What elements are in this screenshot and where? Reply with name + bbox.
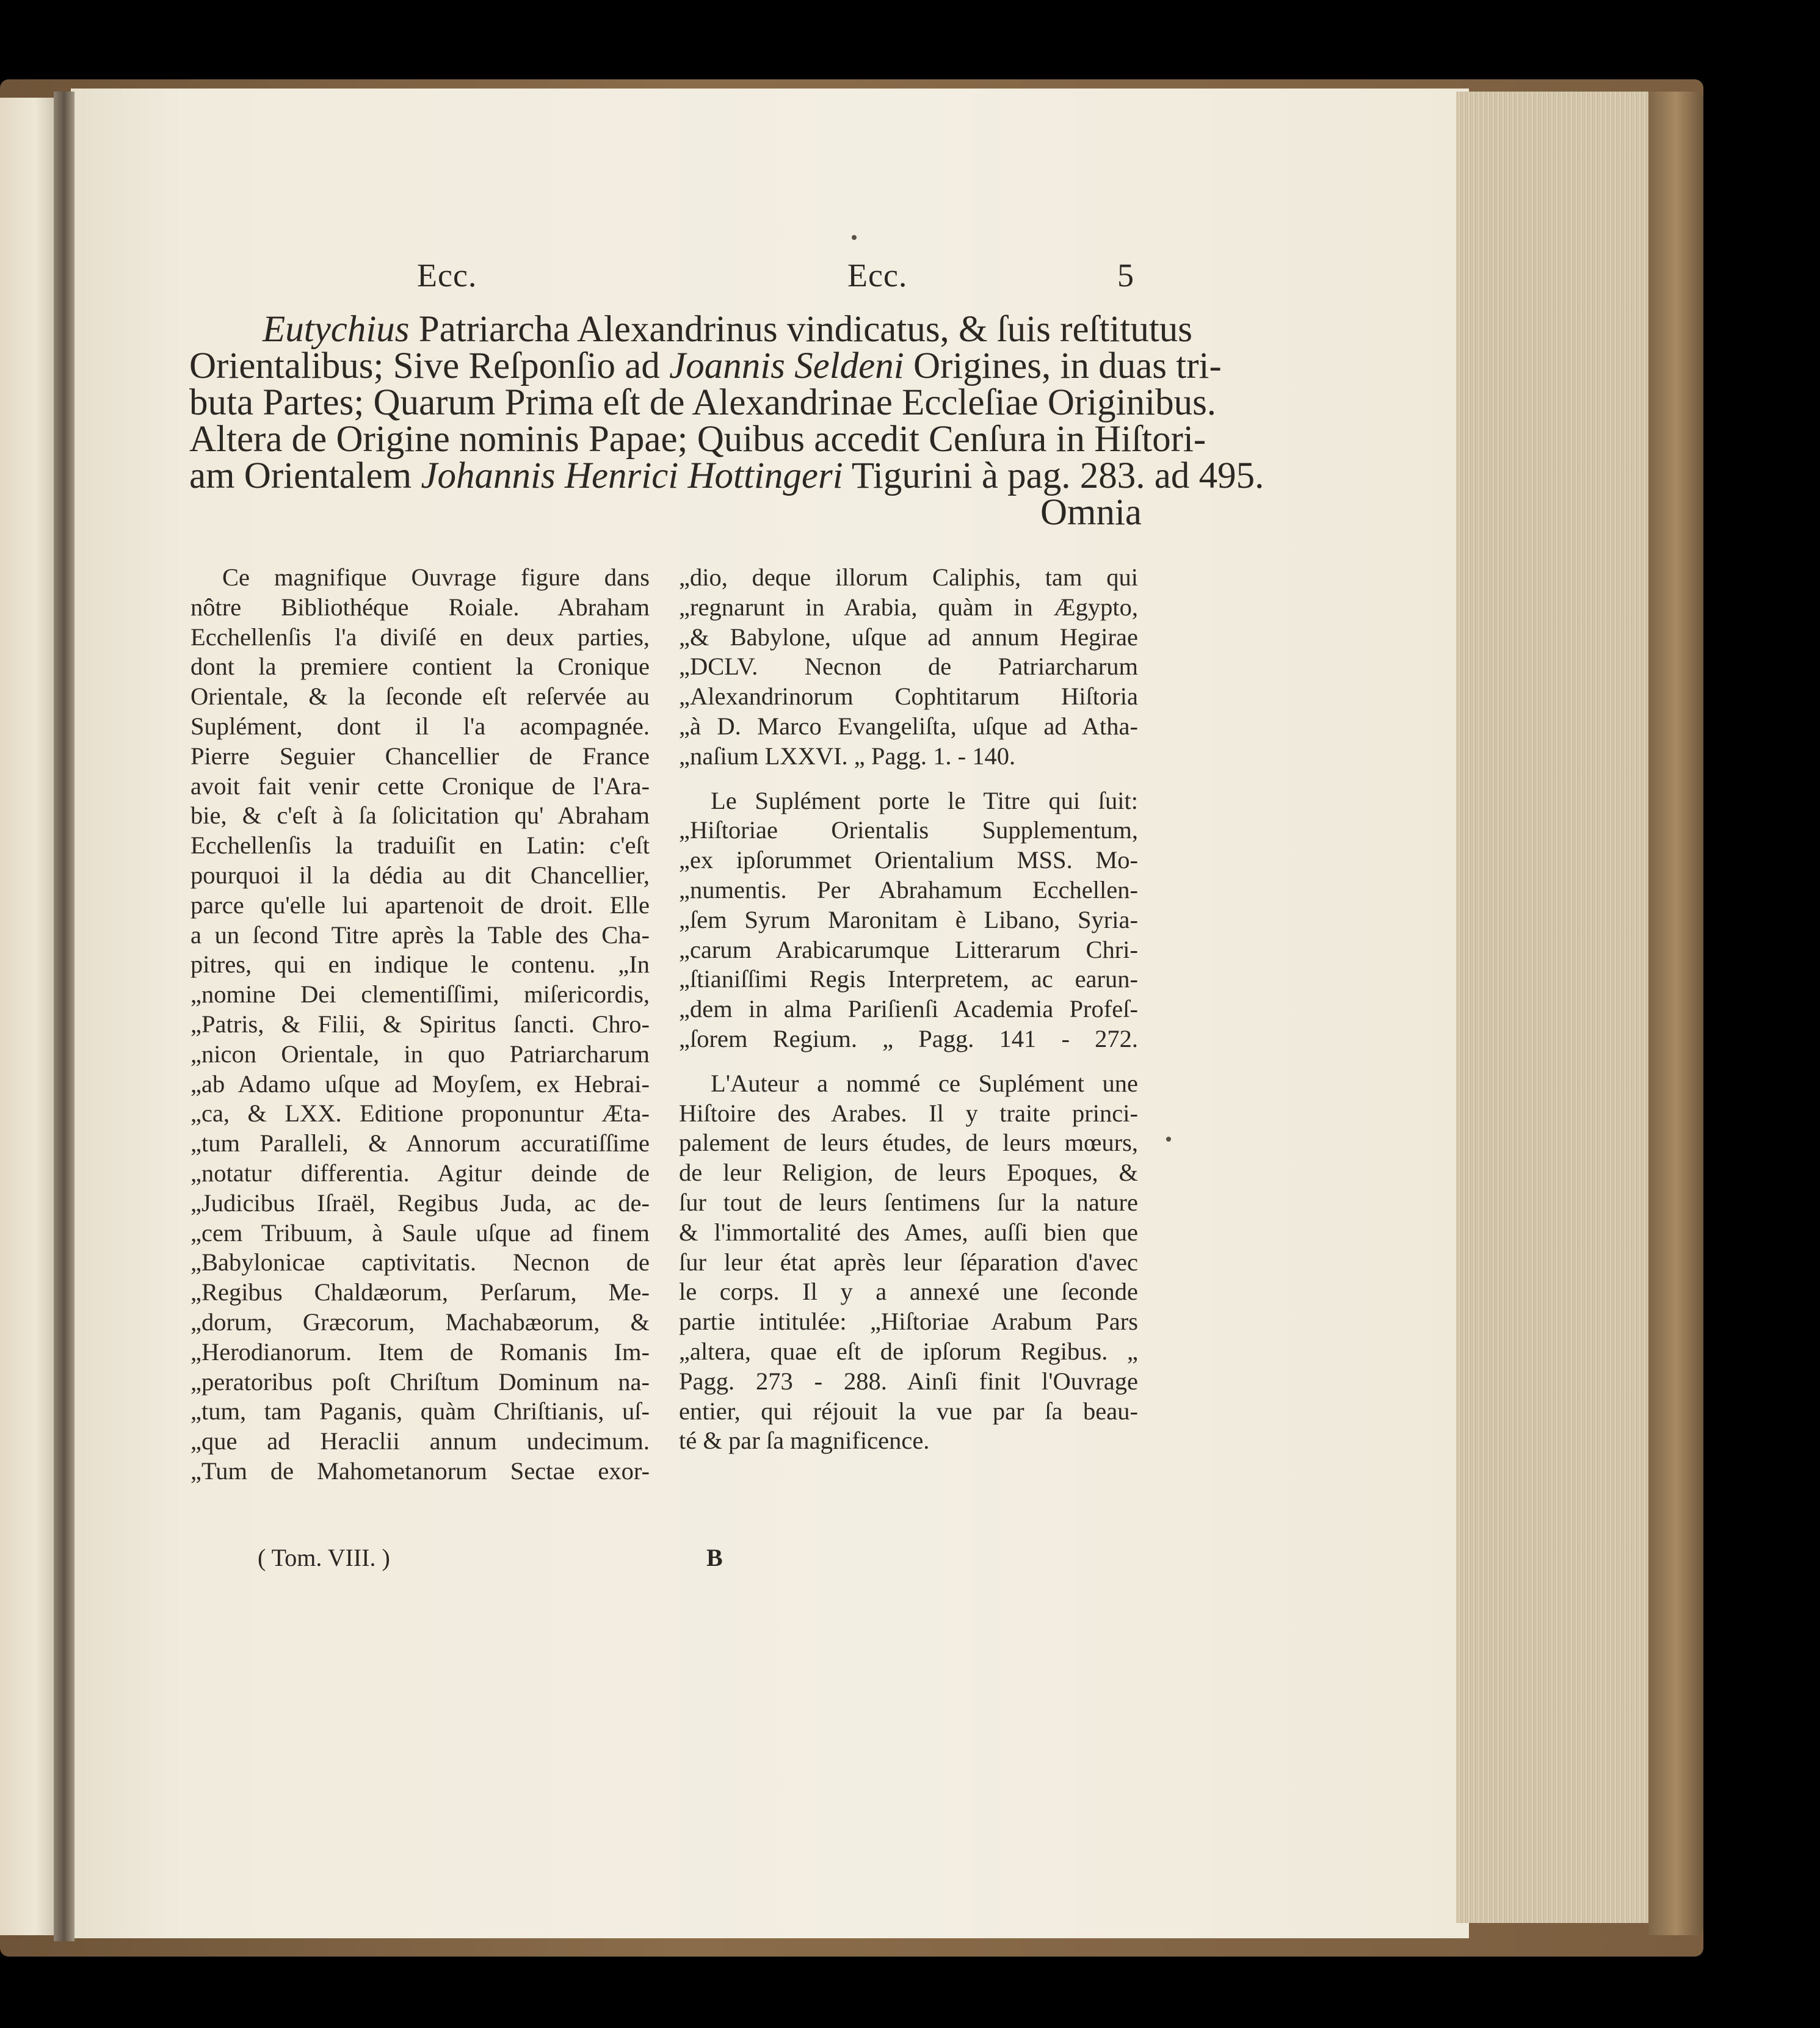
- text-line: a un ſecond Titre après la Table des Cha-: [190, 921, 650, 949]
- text-line: „carum Arabicarumque Litterarum Chri-: [679, 935, 1138, 963]
- text-line: „ſorem Regium. „ Pagg. 141 - 272.: [679, 1024, 1138, 1052]
- text-line: „Judicibus Iſraël, Regibus Juda, ac de-: [190, 1189, 650, 1217]
- footer-signature-mark: B: [706, 1544, 723, 1571]
- text-line: „ſtianiſſimi Regis Interpretem, ac earun-: [679, 965, 1138, 993]
- text-line: „dio, deque illorum Caliphis, tam qui: [679, 563, 1138, 591]
- title-line: am Orientalem Johannis Henrici Hottingeri Tigurini à pag. 283. ad 495.: [189, 455, 1264, 496]
- text-line: „ca, & LXX. Editione proponuntur Æta-: [190, 1099, 650, 1128]
- text-line: avoit fait venir cette Cronique de l'Ara-: [190, 772, 650, 800]
- text-line: té & par ſa magnificence.: [679, 1427, 930, 1455]
- text-line: „tum Paralleli, & Annorum accuratiſſime: [190, 1129, 650, 1157]
- text-line: „à D. Marco Evangeliſta, uſque ad Atha-: [679, 712, 1138, 740]
- title-line: Orientalibus; Sive Reſponſio ad Joannis Seldeni Origines, in duas tri-: [189, 346, 1222, 386]
- text-line: „& Babylone, uſque ad annum Hegirae: [679, 623, 1138, 651]
- ink-speck: [1166, 1137, 1171, 1142]
- text-line: „dem in alma Pariſienſi Academia Profeſ-: [679, 995, 1138, 1023]
- catchword: Omnia: [1040, 492, 1142, 533]
- text-line: de leur Religion, de leurs Epoques, &: [679, 1159, 1138, 1187]
- right-column: [679, 563, 1138, 1456]
- text-line: pitres, qui en indique le contenu. „In: [190, 951, 650, 979]
- text-line: „nicon Orientale, in quo Patriarcharum: [190, 1040, 650, 1068]
- text-line: „Hiſtoriae Orientalis Supplementum,: [679, 816, 1138, 844]
- text-line: „tum, tam Paganis, quàm Chriſtianis, uſ-: [190, 1397, 650, 1425]
- text-line: „cem Tribuum, à Saule uſque ad finem: [190, 1219, 650, 1247]
- text-line: „ſem Syrum Maronitam è Libano, Syria-: [679, 905, 1138, 933]
- text-line: Pierre Seguier Chancellier de France: [190, 742, 650, 770]
- text-line: „ab Adamo uſque ad Moyſem, ex Hebrai-: [190, 1070, 650, 1098]
- text-line: „numentis. Per Abrahamum Ecchellen-: [679, 875, 1138, 904]
- text-line: Suplément, dont il l'a acompagnée.: [190, 712, 650, 740]
- title-line: Altera de Origine nominis Papae; Quibus accedit Cenſura in Hiſtori-: [189, 419, 1206, 460]
- text-line: „naſium LXXVI. „ Pagg. 1. - 140.: [679, 742, 1016, 770]
- text-line: & l'immortalité des Ames, auſſi bien que: [679, 1218, 1138, 1246]
- text-line: ſur leur état après leur ſéparation d'avec: [679, 1248, 1138, 1276]
- text-line: le corps. Il y a annexé une ſeconde: [679, 1278, 1138, 1306]
- text-line: Hiſtoire des Arabes. Il y traite princi-: [679, 1099, 1138, 1127]
- text-line: parce qu'elle lui apartenoit de droit. Elle: [190, 891, 650, 919]
- title-line: buta Partes; Quarum Prima eſt de Alexandrinae Eccleſiae Originibus.: [189, 382, 1217, 423]
- running-header-left: Ecc.: [417, 257, 477, 294]
- text-line: „DCLV. Necnon de Patriarcharum: [679, 653, 1138, 681]
- page-fore-edge: [1456, 92, 1658, 1923]
- book-gutter: [54, 92, 74, 1941]
- text-line: Ce magnifique Ouvrage figure dans: [222, 563, 650, 591]
- text-line: partie intitulée: „Hiſtoriae Arabum Pars: [679, 1308, 1138, 1336]
- text-line: entier, qui réjouit la vue par ſa beau-: [679, 1397, 1138, 1425]
- text-line: ſur tout de leurs ſentimens ſur la nature: [679, 1188, 1138, 1216]
- text-line: „Tum de Mahometanorum Sectae exor-: [190, 1457, 650, 1485]
- text-line: Orientale, & la ſeconde eſt reſervée au: [190, 683, 650, 711]
- ink-speck: [852, 235, 857, 240]
- text-line: „regnarunt in Arabia, quàm in Ægypto,: [679, 593, 1138, 621]
- text-line: „que ad Heraclii annum undecimum.: [190, 1427, 650, 1455]
- page-number: 5: [1117, 257, 1134, 294]
- text-line: Ecchellenſis l'a diviſé en deux parties,: [190, 623, 650, 651]
- text-line: „Herodianorum. Item de Romanis Im-: [190, 1338, 650, 1366]
- left-column: [190, 563, 650, 1487]
- text-line: „Alexandrinorum Cophtitarum Hiſtoria: [679, 683, 1138, 711]
- text-line: L'Auteur a nommé ce Suplément une: [711, 1069, 1138, 1097]
- text-line: „Patris, & Filii, & Spiritus ſancti. Chro-: [190, 1010, 650, 1038]
- text-line: Pagg. 273 - 288. Ainſi finit l'Ouvrage: [679, 1367, 1138, 1395]
- text-line: palement de leurs études, de leurs mœurs,: [679, 1129, 1138, 1157]
- text-line: „peratoribus poſt Chriſtum Dominum na-: [190, 1367, 650, 1396]
- cover-edge: [1648, 92, 1703, 1935]
- title-line: Eutychius Patriarcha Alexandrinus vindicatus, & ſuis reſtitutus: [263, 309, 1193, 350]
- text-line: „dorum, Græcorum, Machabæorum, &: [190, 1308, 650, 1336]
- text-line: „nomine Dei clementiſſimi, miſericordis,: [190, 980, 650, 1009]
- entry-title: [189, 309, 1264, 533]
- left-page-edge: [0, 98, 59, 1935]
- text-line: „Regibus Chaldæorum, Perſarum, Me-: [190, 1278, 650, 1306]
- text-line: nôtre Bibliothéque Roiale. Abraham: [190, 593, 650, 621]
- running-header-center: Ecc.: [847, 257, 908, 294]
- text-line: „altera, quae eſt de ipſorum Regibus. „: [679, 1337, 1138, 1365]
- text-line: Ecchellenſis la traduiſit en Latin: c'eſt: [190, 831, 650, 860]
- text-line: „notatur differentia. Agitur deinde de: [190, 1159, 650, 1187]
- text-line: dont la premiere contient la Cronique: [190, 653, 650, 681]
- text-line: „Babylonicae captivitatis. Necnon de: [190, 1248, 650, 1277]
- text-line: bie, & c'eſt à ſa ſolicitation qu' Abraham: [190, 802, 650, 830]
- text-line: pourquoi il la dédia au dit Chancellier,: [190, 861, 650, 889]
- text-line: „ex ipſorummet Orientalium MSS. Mo-: [679, 846, 1138, 874]
- text-line: Le Suplément porte le Titre qui ſuit:: [711, 786, 1138, 814]
- footer-volume-signature: ( Tom. VIII. ): [258, 1544, 390, 1571]
